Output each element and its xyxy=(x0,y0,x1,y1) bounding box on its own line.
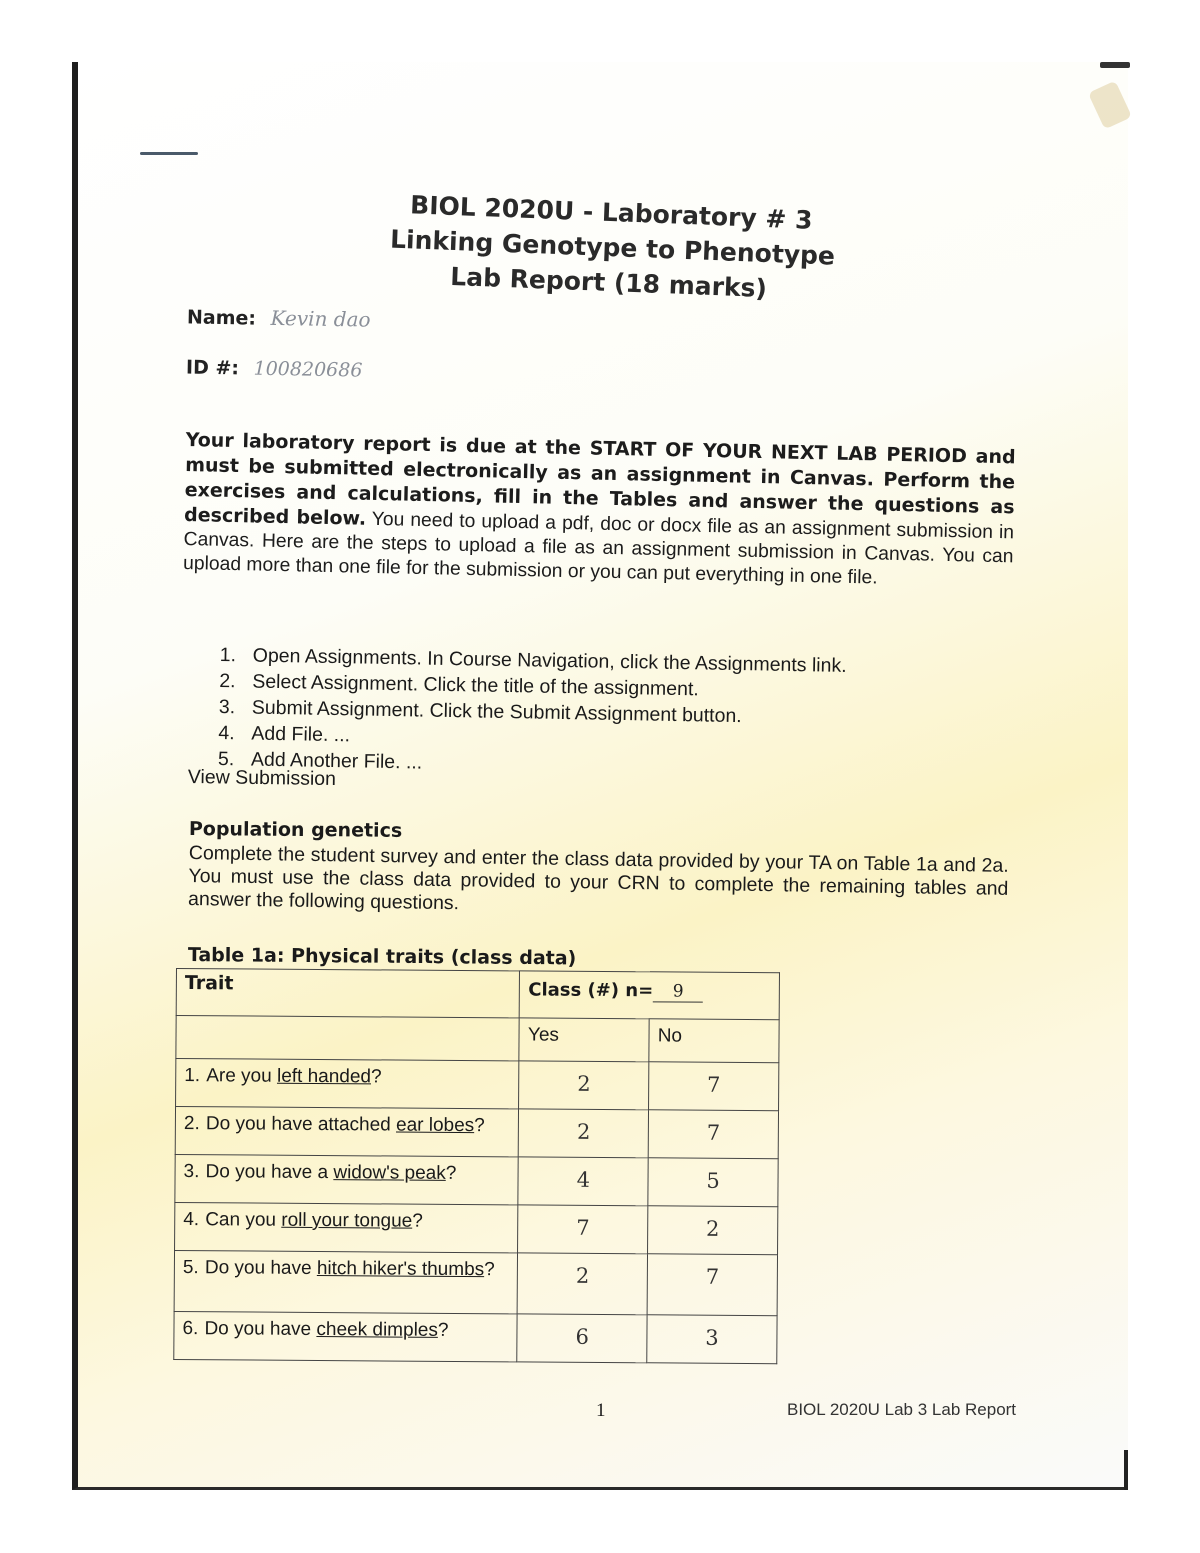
trait-text: Do you have xyxy=(204,1318,317,1340)
list-item-text: Add Another File. ... xyxy=(250,748,423,774)
trait-cell xyxy=(174,1250,518,1313)
name-label: Name: xyxy=(186,306,257,330)
trait-underlined: left handed xyxy=(276,1065,372,1088)
title-line-1: BIOL 2020U - Laboratory # 3 xyxy=(409,190,813,235)
trait-cell xyxy=(175,1107,519,1157)
table-row xyxy=(174,1250,777,1315)
no-count: 7 xyxy=(648,1110,778,1159)
corner-mark xyxy=(1100,62,1130,68)
trait-cell xyxy=(176,1059,520,1109)
trait-punct: ? xyxy=(484,1259,495,1281)
trait-underlined: widow's peak xyxy=(333,1162,446,1184)
footer-label: BIOL 2020U Lab 3 Lab Report xyxy=(787,1400,1017,1419)
trait-number: 5. xyxy=(182,1257,199,1279)
trait-punct: ? xyxy=(412,1210,423,1232)
trait-underlined: roll your tongue xyxy=(281,1209,413,1232)
class-n-handwritten: 9 xyxy=(653,981,703,1002)
trait-punct: ? xyxy=(437,1319,449,1341)
trait-underlined: ear lobes xyxy=(395,1114,475,1137)
table-row xyxy=(175,1154,778,1206)
trait-text: Are you xyxy=(206,1065,278,1087)
traits-table-wrapper xyxy=(173,968,780,1364)
yes-count: 2 xyxy=(518,1253,648,1315)
page-number: 1 xyxy=(596,1400,606,1421)
table-header-row xyxy=(176,969,779,1020)
list-item-text: Submit Assignment. Click the Submit Assignment button. xyxy=(251,696,742,728)
table-row xyxy=(176,1059,779,1111)
no-count: 5 xyxy=(648,1158,778,1207)
intro-regular-text: You need to upload a pdf, doc or docx file as an assignment submission in Canvas. Here are the steps to upload a file as an assignment submission in Canvas. You can upload more than one file for the submission or you can put everything in one file. xyxy=(182,508,1015,589)
yes-count: 4 xyxy=(518,1157,648,1206)
no-count: 7 xyxy=(649,1062,779,1111)
trait-punct: ? xyxy=(370,1066,382,1088)
list-item-number: 5. xyxy=(217,747,235,771)
title-line-2: Linking Genotype to Phenotype xyxy=(389,224,836,271)
list-item-number: 4. xyxy=(218,721,235,745)
table-row xyxy=(175,1202,778,1254)
trait-text: Can you xyxy=(205,1209,282,1231)
yes-count: 2 xyxy=(519,1061,649,1110)
list-item-number: 2. xyxy=(219,669,236,693)
table-row xyxy=(175,1107,778,1159)
trait-header: Trait xyxy=(176,969,520,1018)
trait-text: Do you have attached xyxy=(205,1113,397,1136)
trait-cell xyxy=(175,1202,519,1252)
trait-cell xyxy=(174,1311,518,1361)
trait-number: 6. xyxy=(182,1318,199,1340)
no-count: 3 xyxy=(647,1315,777,1364)
stray-pen-mark xyxy=(140,152,198,155)
yes-count: 6 xyxy=(517,1314,647,1363)
trait-underlined: hitch hiker's thumbs xyxy=(316,1257,485,1281)
list-item-text: Open Assignments. In Course Navigation, click the Assignments link. xyxy=(252,644,847,677)
list-item-number: 3. xyxy=(218,695,236,719)
table-subheader-row xyxy=(176,1016,779,1063)
trait-underlined: cheek dimples xyxy=(316,1318,438,1341)
trait-number: 2. xyxy=(183,1113,200,1135)
table-caption: Table 1a: Physical traits (class data) xyxy=(187,944,577,970)
no-count: 2 xyxy=(648,1206,778,1255)
trait-punct: ? xyxy=(474,1115,485,1137)
list-item-number: 1. xyxy=(219,643,237,667)
name-handwritten: Kevin dao xyxy=(270,305,371,332)
trait-cell xyxy=(175,1154,519,1204)
id-label: ID #: xyxy=(185,356,240,380)
title-line-3: Lab Report (18 marks) xyxy=(449,261,768,304)
section-heading: Population genetics xyxy=(188,818,403,842)
trait-text: Do you have xyxy=(204,1257,317,1279)
class-header xyxy=(520,971,780,1020)
trait-number: 4. xyxy=(183,1209,200,1231)
yes-count: 7 xyxy=(518,1205,648,1254)
id-handwritten: 100820686 xyxy=(253,357,363,382)
intro-bold-text: Your laboratory report is due at the START OF YOUR NEXT LAB PERIOD and must be submitted electronically as an assignment in Canvas. Perform the exercises and calculations, fill in the Tables and answer the questions as described below. xyxy=(183,428,1016,530)
list-item-text: Select Assignment. Click the title of the assignment. xyxy=(252,670,700,701)
section-body: Complete the student survey and enter the class data provided by your TA on Table 1a and 2a. You must use the class data provided to your CRN to complete the remaining tables and answer the following questions. xyxy=(187,842,1009,915)
empty-cell xyxy=(176,1016,520,1061)
no-count: 7 xyxy=(647,1254,777,1316)
yes-header: Yes xyxy=(519,1018,649,1062)
trait-number: 1. xyxy=(184,1065,201,1087)
yes-count: 2 xyxy=(519,1109,649,1158)
page-edge-shadow xyxy=(1124,1450,1128,1490)
class-header-label: Class (#) n= xyxy=(528,979,654,1002)
traits-table xyxy=(173,968,780,1364)
name-field xyxy=(187,304,371,331)
intro-paragraph xyxy=(183,428,1016,593)
document-title xyxy=(388,187,836,309)
trait-text: Do you have a xyxy=(205,1161,334,1184)
trait-punct: ? xyxy=(445,1162,457,1184)
table-row xyxy=(174,1311,777,1363)
id-field xyxy=(186,356,363,381)
list-item-text: Add File. ... xyxy=(251,722,351,747)
view-submission-text: View Submission xyxy=(187,766,337,791)
no-header: No xyxy=(649,1019,779,1063)
trait-number: 3. xyxy=(183,1161,200,1183)
steps-list xyxy=(218,642,920,784)
